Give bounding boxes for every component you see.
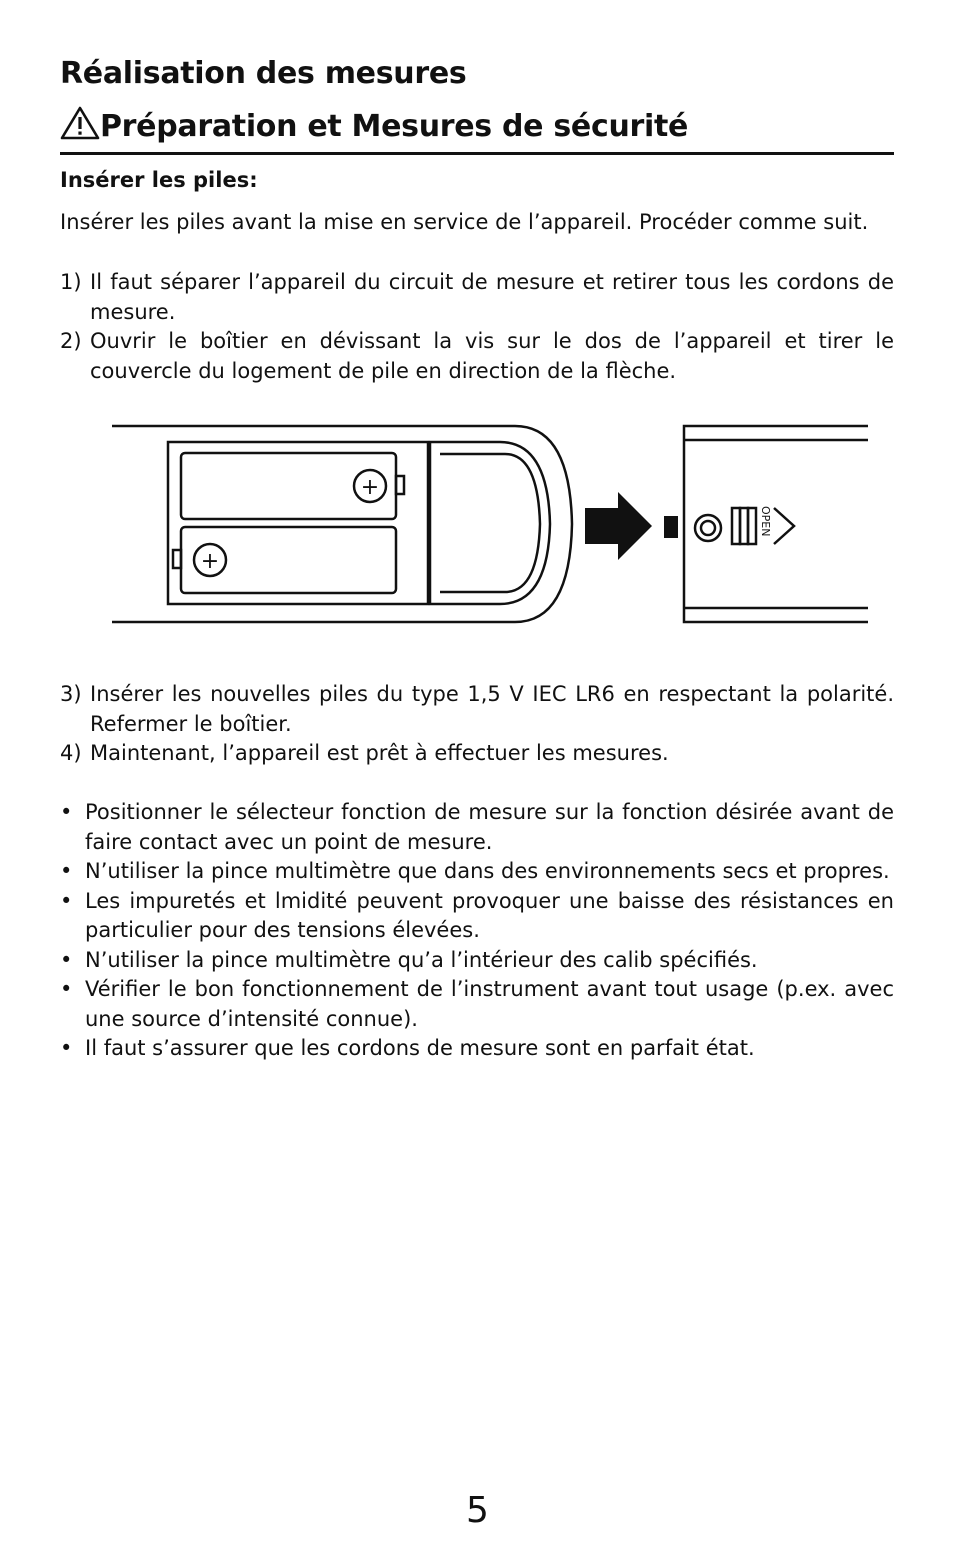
- list-item: [60, 268, 894, 327]
- step-number: 2): [60, 329, 82, 353]
- intro-paragraph: Insérer les piles avant la mise en service de l’appareil. Procéder comme suit.: [60, 210, 869, 234]
- step-number: 3): [60, 682, 82, 706]
- section-heading: Insérer les piles:: [60, 168, 258, 192]
- bullet-icon: •: [60, 1036, 73, 1060]
- section-title: [60, 106, 894, 155]
- bullet-text: Il faut s’assurer que les cordons de mesure sont en parfait état.: [85, 1036, 755, 1060]
- bullet-icon: •: [60, 800, 73, 824]
- bullet-icon: •: [60, 888, 73, 913]
- warning-icon: [60, 106, 100, 140]
- list-item: [60, 798, 894, 857]
- steps-list-b: [60, 680, 894, 769]
- list-item: [60, 739, 894, 769]
- page-number: 5: [466, 1490, 489, 1531]
- open-label: OPEN: [759, 506, 772, 537]
- step-text: Maintenant, l’appareil est prêt à effectuer les mesures.: [90, 741, 669, 765]
- safety-bullet-list: [60, 798, 894, 1064]
- step-text: Ouvrir le boîtier en dévissant la vis sur le dos de l’appareil et tirer le couvercle du logement de pile en direction de la flèche.: [90, 329, 894, 383]
- direction-arrow-icon: [585, 492, 652, 560]
- bullet-icon: •: [60, 977, 73, 1001]
- list-item: [60, 946, 894, 976]
- battery-compartment-diagram: [60, 420, 868, 630]
- latch-icon: [664, 516, 678, 538]
- list-item: [60, 887, 894, 946]
- steps-list-a: [60, 268, 894, 386]
- plus-symbol-1: +: [360, 475, 380, 500]
- page-title: Réalisation des mesures: [60, 56, 467, 91]
- section-title-text: Préparation et Mesures de sécurité: [100, 109, 689, 144]
- step-text: Insérer les nouvelles piles du type 1,5 V IEC LR6 en respectant la polarité. Refermer le boîtier.: [90, 682, 894, 736]
- bullet-text: Vérifier le bon fonctionnement de l’instrument avant tout usage (p.ex. avec une source d’intensité connue).: [85, 977, 894, 1031]
- bullet-text: N’utiliser la pince multimètre qu’a l’intérieur des calib spécifiés.: [85, 947, 758, 972]
- list-item: [60, 857, 894, 887]
- step-text: Il faut séparer l’appareil du circuit de mesure et retirer tous les cordons de mesure.: [90, 270, 894, 324]
- list-item: [60, 327, 894, 386]
- step-number: 4): [60, 741, 82, 765]
- list-item: [60, 680, 894, 739]
- list-item: [60, 975, 894, 1034]
- bullet-icon: •: [60, 859, 73, 883]
- list-item: [60, 1034, 894, 1064]
- bullet-text: N’utiliser la pince multimètre que dans des environnements secs et propres.: [85, 859, 890, 883]
- step-number: 1): [60, 270, 82, 294]
- plus-symbol-2: +: [200, 549, 220, 574]
- bullet-icon: •: [60, 947, 73, 972]
- bullet-text: Positionner le sélecteur fonction de mesure sur la fonction désirée avant de faire contact avec un point de mesure.: [85, 800, 894, 854]
- bullet-text: Les impuretés et lmidité peuvent provoquer une baisse des résistances en particulier pour des tensions élevées.: [85, 888, 894, 942]
